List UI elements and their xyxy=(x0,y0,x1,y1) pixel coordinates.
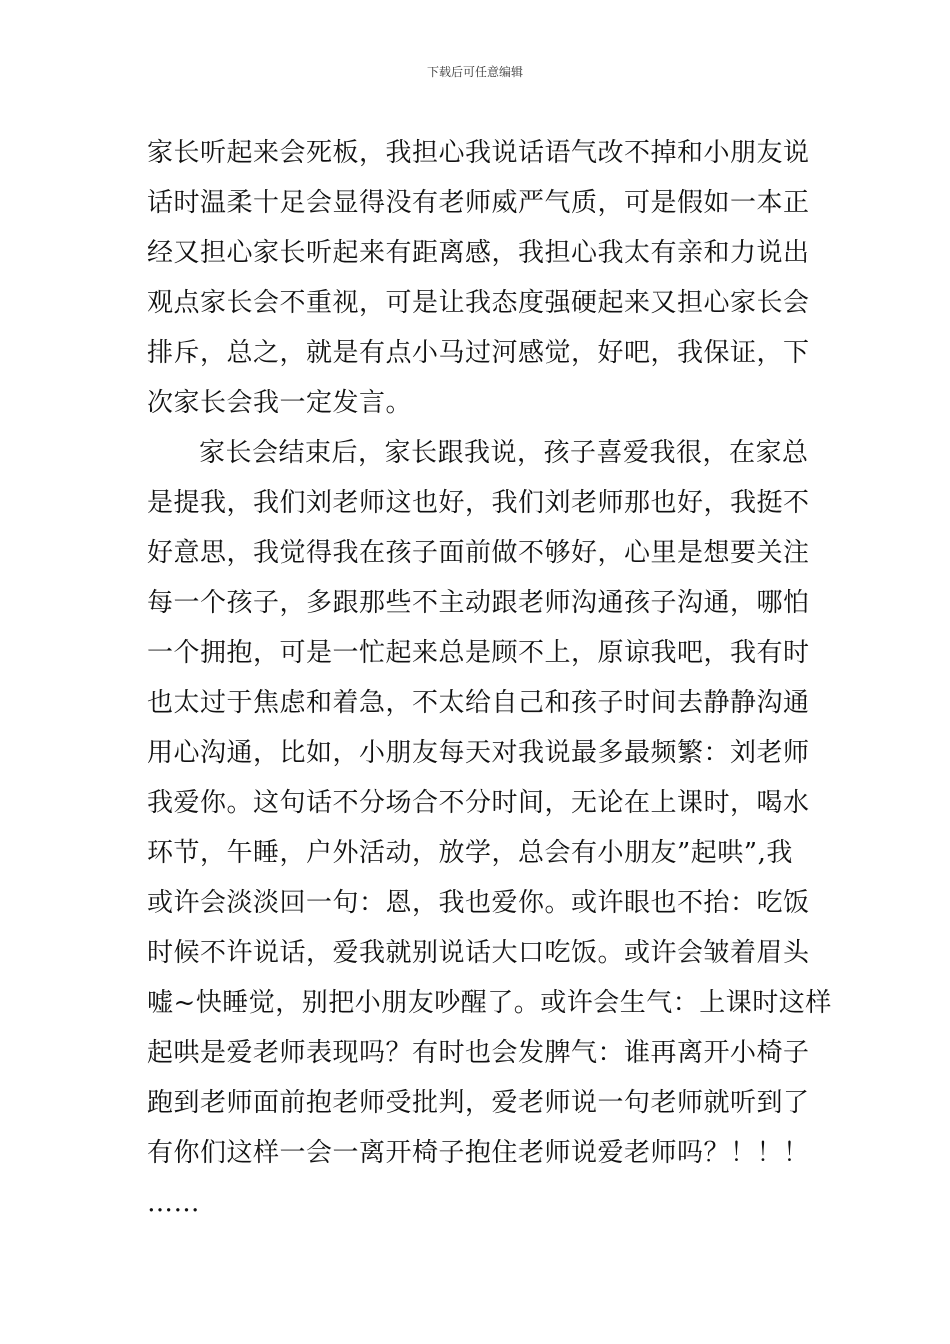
paragraph-2 xyxy=(147,428,832,1228)
text-line: 或许会淡淡回一句：恩，我也爱你。或许眼也不抬：吃饭 xyxy=(147,888,810,918)
text-line: …… xyxy=(147,1188,200,1218)
text-line: 经又担心家长听起来有距离感，我担心我太有亲和力说出 xyxy=(147,238,810,268)
text-line: 起哄是爱老师表现吗？有时也会发脾气：谁再离开小椅子 xyxy=(147,1038,810,1068)
document-body xyxy=(147,128,832,1228)
text-line: 有你们这样一会一离开椅子抱住老师说爱老师吗？！！！ xyxy=(147,1138,810,1168)
text-line: 用心沟通，比如，小朋友每天对我说最多最频繁：刘老师 xyxy=(147,738,810,768)
text-line: 家长会结束后，家长跟我说，孩子喜爱我很，在家总 xyxy=(199,438,809,468)
text-line: 排斥，总之，就是有点小马过河感觉，好吧，我保证，下 xyxy=(147,338,810,368)
text-line: 话时温柔十足会显得没有老师威严气质，可是假如一本正 xyxy=(147,188,810,218)
text-line: 好意思，我觉得我在孩子面前做不够好，心里是想要关注 xyxy=(147,538,810,568)
text-line: 我爱你。这句话不分场合不分时间，无论在上课时，喝水 xyxy=(147,788,810,818)
text-line: 每一个孩子，多跟那些不主动跟老师沟通孩子沟通，哪怕 xyxy=(147,588,810,618)
text-line: 环节，午睡，户外活动，放学，总会有小朋友”起哄”,我 xyxy=(147,838,793,868)
page-header: 下载后可任意编辑 xyxy=(426,65,523,79)
text-line: 家长听起来会死板，我担心我说话语气改不掉和小朋友说 xyxy=(147,138,810,168)
text-line: 次家长会我一定发言。 xyxy=(147,388,413,418)
text-line: 也太过于焦虑和着急，不太给自己和孩子时间去静静沟通 xyxy=(147,688,810,718)
text-line: 跑到老师面前抱老师受批判，爱老师说一句老师就听到了 xyxy=(147,1088,810,1118)
text-line: 时候不许说话，爱我就别说话大口吃饭。或许会皱着眉头 xyxy=(147,938,810,968)
text-line: 是提我，我们刘老师这也好，我们刘老师那也好，我挺不 xyxy=(147,488,810,518)
text-line: 观点家长会不重视，可是让我态度强硬起来又担心家长会 xyxy=(147,288,810,318)
paragraph-1 xyxy=(147,128,810,428)
text-line: 嘘~快睡觉，别把小朋友吵醒了。或许会生气：上课时这样 xyxy=(147,988,832,1018)
text-line: 一个拥抱，可是一忙起来总是顾不上，原谅我吧，我有时 xyxy=(147,638,810,668)
